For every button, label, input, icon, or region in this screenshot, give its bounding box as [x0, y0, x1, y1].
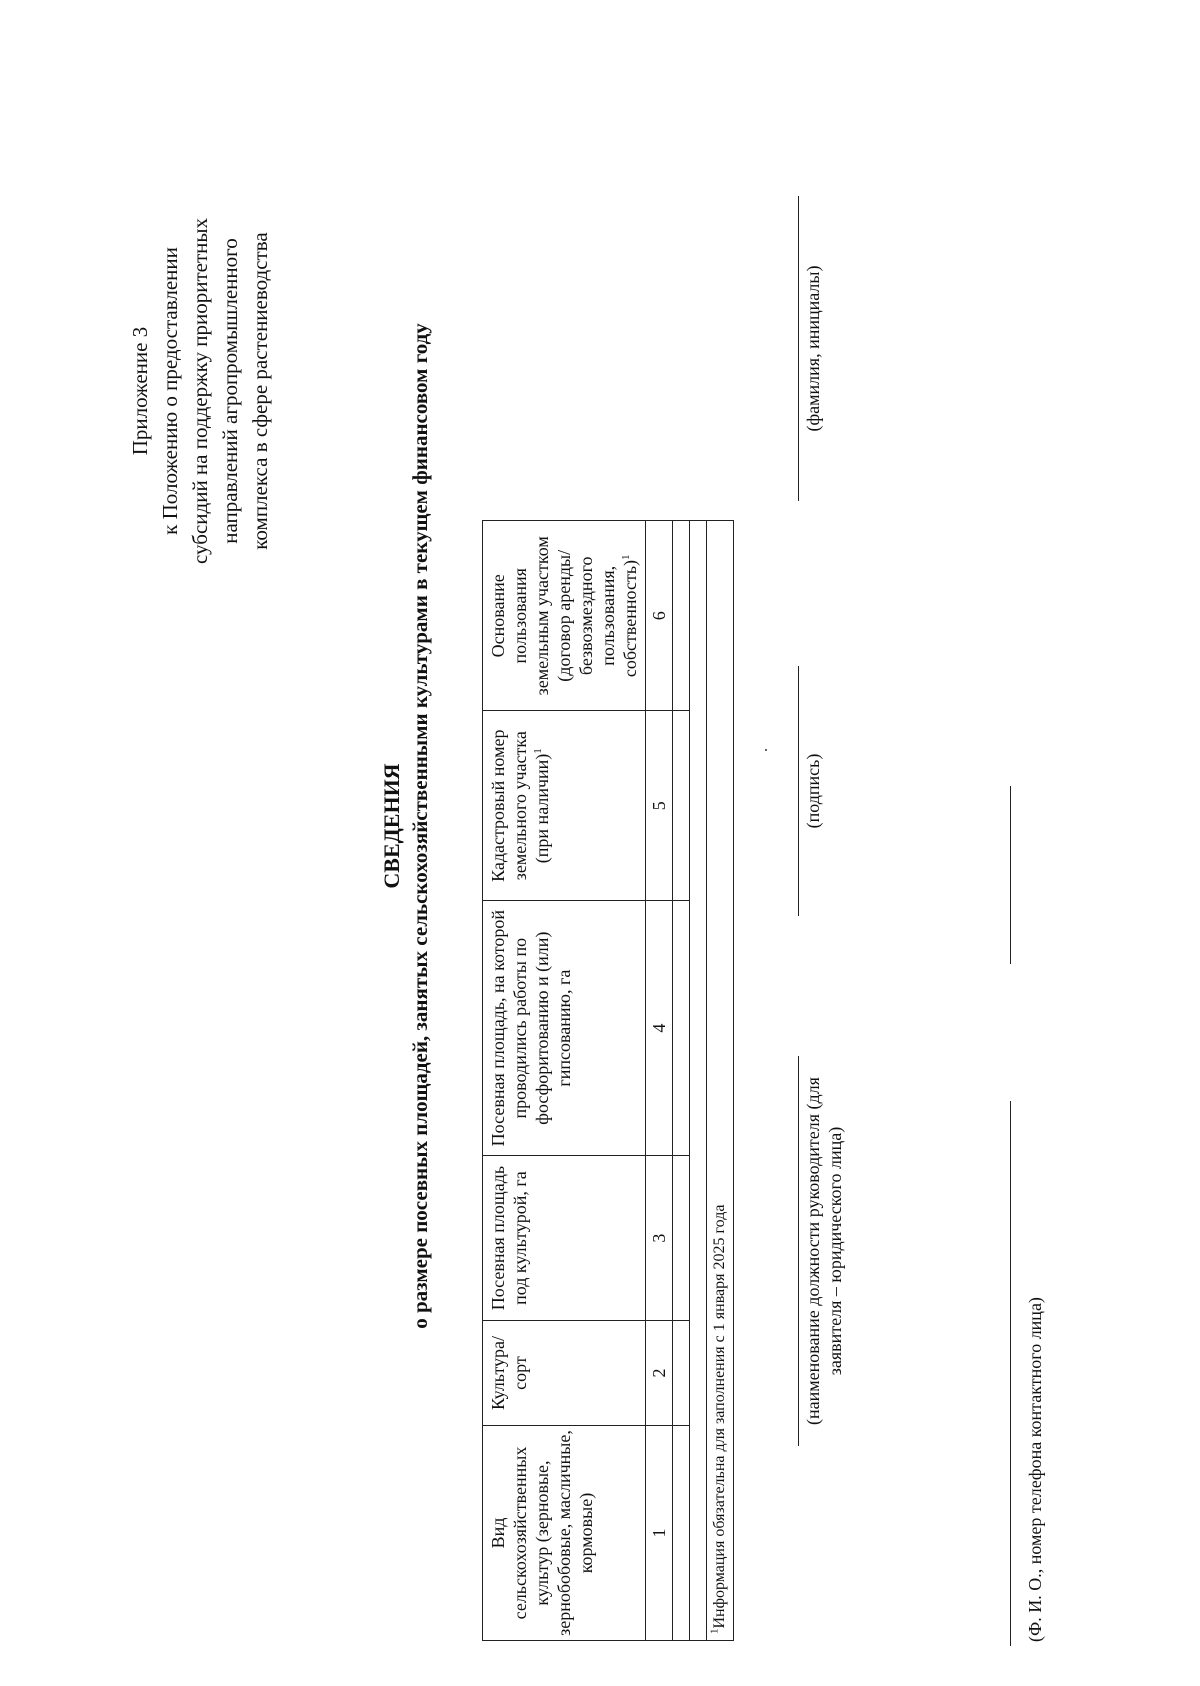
table-cell — [690, 521, 707, 1641]
footnote-mark: 1 — [620, 554, 632, 560]
footnote-mark: 1 — [532, 748, 544, 754]
appendix-line: к Положению о предоставлении — [158, 247, 182, 535]
name-caption: (фамилия, инициалы) — [803, 265, 823, 432]
column-number: 5 — [646, 711, 673, 901]
blank-cell — [673, 111, 690, 521]
column-number: 6 — [646, 521, 673, 711]
table-cell — [673, 901, 690, 1156]
footnote-mark: 1 — [708, 1628, 721, 1634]
blank-cell — [690, 111, 707, 521]
header-cell: Основание пользования земельным участком (договор аренды/ безвозмездного пользования, собственность)$^1$ — [483, 521, 646, 711]
header-cell: Вид сельскохозяйственных культур (зерновые, зернобобовые, масличные, кормовые) — [483, 1426, 646, 1641]
table-cell — [673, 521, 690, 711]
crop-area-table — [482, 111, 734, 1641]
table-header-row — [483, 111, 646, 1641]
column-number: 2 — [646, 1321, 673, 1426]
table-cell — [673, 711, 690, 901]
appendix-block — [125, 111, 275, 671]
empty-data-row — [673, 111, 690, 1641]
contact-caption: (Ф. И. О., номер телефона контактного лица) — [1025, 1297, 1045, 1642]
signature-line — [798, 666, 799, 916]
column-number: 1 — [646, 1426, 673, 1641]
position-caption: (наименование должности руководителя (для заявителя – юридического лица) — [803, 1077, 845, 1425]
blank-cell — [646, 111, 673, 521]
header-cell: Посевная площадь под культурой, га — [483, 1156, 646, 1321]
title-main: СВЕДЕНИЯ — [379, 763, 404, 889]
scan-speck — [765, 749, 767, 751]
blank-cell — [707, 111, 734, 521]
column-number-row — [646, 111, 673, 1641]
appendix-line: комплекса в сфере растениеводства — [248, 232, 272, 550]
column-number: 3 — [646, 1156, 673, 1321]
signature-caption: (подпись) — [803, 753, 823, 829]
header-cell: Посевная площадь, на которой проводились работы по фосфоритованию и (или) гипсованию, га — [483, 901, 646, 1156]
signature-line-2 — [1010, 786, 1011, 964]
title-subtitle: о размере посевных площадей, занятых сельскохозяйственными культурами в текущем финансовом году — [408, 323, 432, 1329]
table-cell — [673, 1426, 690, 1641]
appendix-line: субсидий на поддержку приоритетных — [188, 218, 212, 564]
header-cell: Культура/ сорт — [483, 1321, 646, 1426]
contact-signature-line — [1010, 1101, 1011, 1646]
footnote-row — [707, 111, 734, 1641]
table-cell — [673, 1321, 690, 1426]
header-cell: Кадастровый номер земельного участка (при наличии)$^1$ — [483, 711, 646, 901]
footnote-text: Информация обязательна для заполнения с 1 января 2025 года — [711, 1204, 728, 1629]
footnote-cell — [707, 521, 734, 1641]
table-cell — [673, 1156, 690, 1321]
empty-data-row — [690, 111, 707, 1641]
document-title — [378, 46, 434, 1606]
appendix-line: Приложение 3 — [128, 326, 152, 456]
appendix-line: направлений агропромышленного — [218, 238, 242, 544]
column-number: 4 — [646, 901, 673, 1156]
blank-cell — [483, 111, 646, 521]
name-signature-line — [798, 196, 799, 501]
position-signature-line — [798, 1056, 799, 1446]
